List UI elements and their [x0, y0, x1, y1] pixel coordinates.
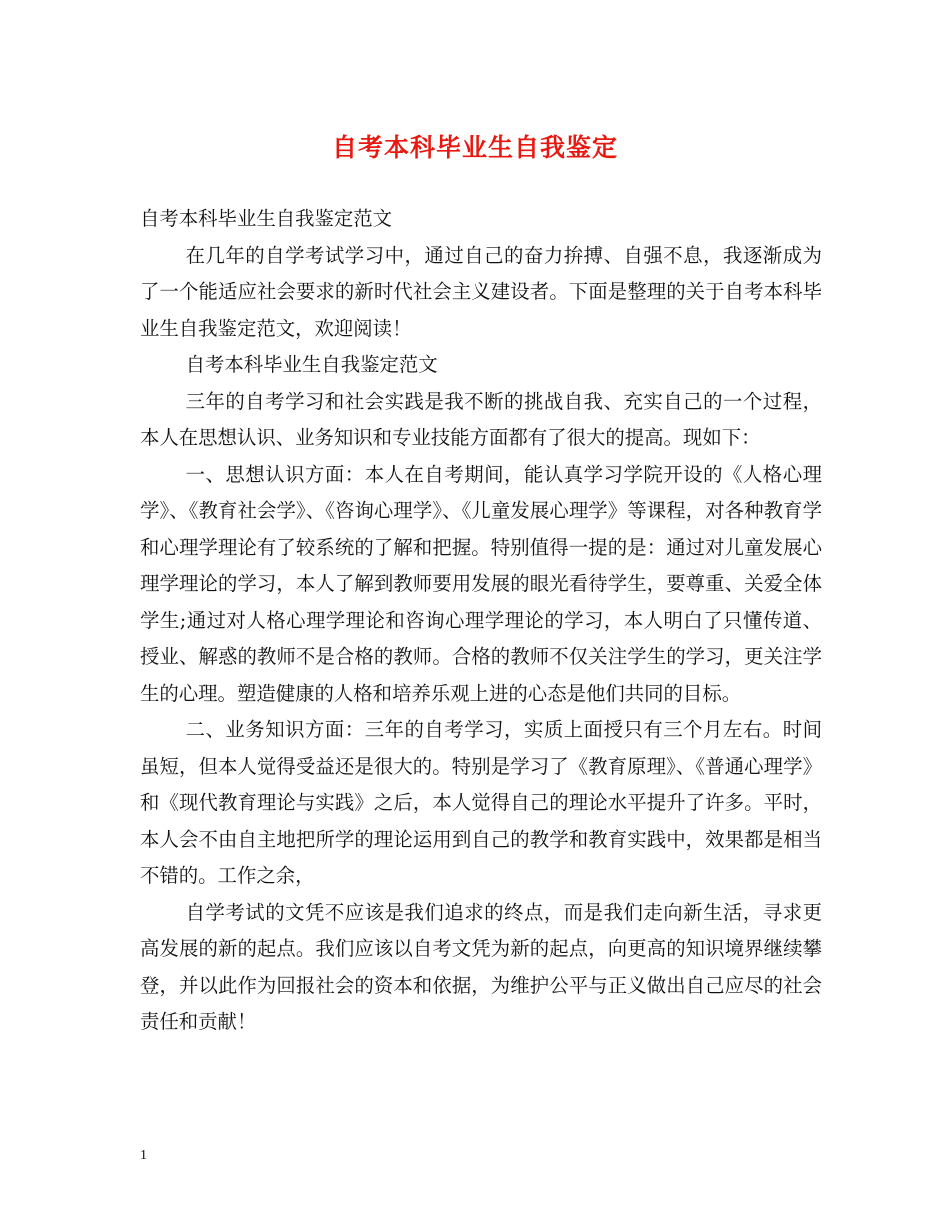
paragraph-subtitle: 自考本科毕业生自我鉴定范文: [140, 207, 393, 230]
paragraph-section-business: 二、业务知识方面：三年的自考学习，实质上面授只有三个月左右。时间虽短，但本人觉得受益还是很大的。特别是学习了《教育原理》、《普通心理学》和《现代教育理论与实践》之后，本人觉得自己的理论水平提升了许多。平时，本人会不由自主地把所学的理论运用到自己的教学和教育实践中，效果都是相当不错的。工作之余，: [140, 718, 822, 887]
paragraph-conclusion: 自学考试的文凭不应该是我们追求的终点，而是我们走向新生活，寻求更高发展的新的起点。我们应该以自考文凭为新的起点，向更高的知识境界继续攀登，并以此作为回报社会的资本和依据，为维护公平与正义做出自己应尽的社会责任和贡献！: [140, 900, 822, 1033]
paragraph-heading: 自考本科毕业生自我鉴定范文: [185, 353, 438, 376]
paragraph-overview: 三年的自考学习和社会实践是我不断的挑战自我、充实自己的一个过程，本人在思想认识、业务知识和专业技能方面都有了很大的提高。现如下：: [140, 389, 822, 449]
page-number: 1: [140, 1148, 147, 1163]
document-body: [140, 201, 822, 1041]
document-title: 自考本科毕业生自我鉴定: [331, 133, 618, 162]
paragraph-intro: 在几年的自学考试学习中，通过自己的奋力拚搏、自强不息，我逐渐成为了一个能适应社会要求的新时代社会主义建设者。下面是整理的关于自考本科毕业生自我鉴定范文，欢迎阅读！: [140, 243, 822, 340]
paragraph-section-thought: 一、思想认识方面：本人在自考期间，能认真学习学院开设的《人格心理学》、《教育社会学》、《咨询心理学》、《儿童发展心理学》等课程，对各种教育学和心理学理论有了较系统的了解和把握。特别值得一提的是：通过对儿童发展心理学理论的学习，本人了解到教师要用发展的眼光看待学生，要尊重、关爱全体学生;通过对人格心理学理论和咨询心理学理论的学习，本人明白了只懂传道、授业、解惑的教师不是合格的教师。合格的教师不仅关注学生的学习，更关注学生的心理。塑造健康的人格和培养乐观上进的心态是他们共同的目标。: [140, 462, 822, 705]
